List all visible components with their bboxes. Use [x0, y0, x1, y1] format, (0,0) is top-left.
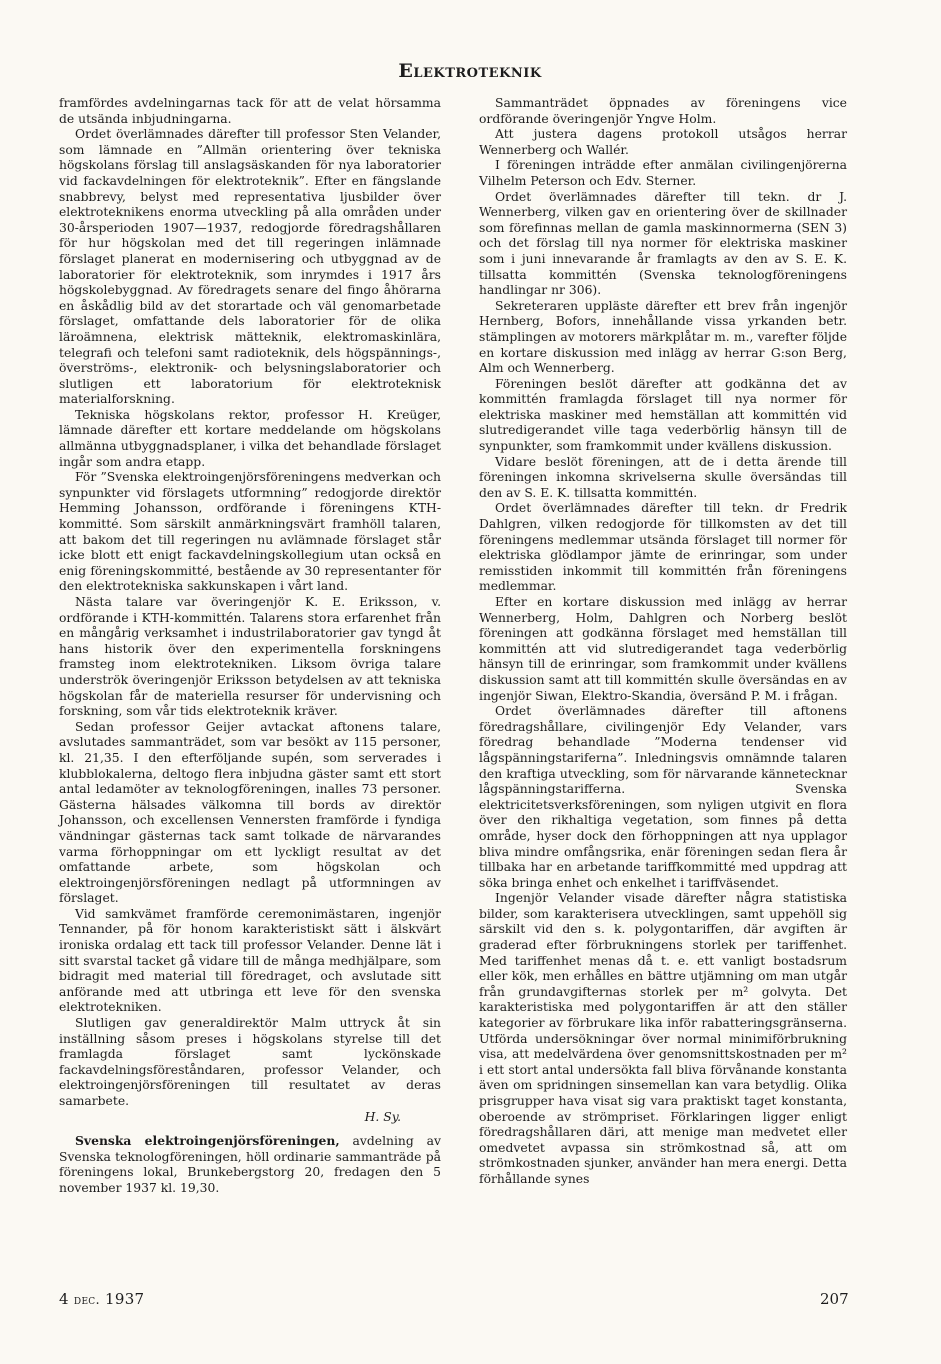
signature: H. Sy.: [364, 1109, 401, 1124]
left-column: [59, 96, 441, 1197]
right-column: [479, 96, 847, 1188]
issue-year: 1937: [105, 1290, 145, 1308]
paragraph: Efter en kortare diskussion med inlägg av herrar Wennerberg, Holm, Dahlgren och Norberg beslöt föreningen att godkänna förslaget med hemställan till kommittén att vid slutredigerandet taga vederbörlig hänsyn till de erinringar, som framkommit under kvällens diskussion samt att till kommittén skulle översändas en av ingenjör Siwan, Elektro-Skandia, översänd P. M. i frågan.: [479, 595, 847, 703]
page-header-title: Elektroteknik: [398, 60, 542, 82]
issue-date: [59, 1290, 144, 1308]
paragraph: Sammanträdet öppnades av föreningens vice ordförande överingenjör Yngve Holm.: [479, 96, 847, 126]
paragraph-text: avdelning av Svenska teknologföreningen, höll ordinarie sammanträde på föreningens lokal, Brunkebergstorg 20, fredagen den 5 november 1937 kl. 19,30.: [59, 1134, 441, 1195]
paragraph: Sedan professor Geijer avtackat aftonens talare, avslutades sammanträdet, som var besökt av 115 personer, kl. 21,35. I den efterföljande supén, som serverades i klubblokalerna, deltogo flera inbjudna gäster samt ett stort antal ledamöter av teknologföreningen, inalles 73 personer. Gästerna hälsades välkomna till bords av direktör Johansson, och excellensen Vennersten framförde i fyndiga vändningar gästernas tack samt tolkade de närvarandes varma förhoppningar om ett lyckligt resultat av det omfattande arbete, som högskolan och elektroingenjörsföreningen nedlagt på utformningen av förslaget.: [59, 719, 441, 906]
page-number: 207: [820, 1290, 849, 1308]
association-name: Svenska elektroingenjörsföreningen,: [75, 1133, 340, 1149]
paragraph: Vidare beslöt föreningen, att de i detta ärende till föreningen inkomna skrivelserna skulle översändas till den av S. E. K. tillsatta kommittén.: [479, 454, 847, 500]
paragraph: framfördes avdelningarnas tack för att de velat hörsamma de utsända inbjudningarna.: [59, 96, 441, 126]
paragraph: Tekniska högskolans rektor, professor H. Kreüger, lämnade därefter ett kortare meddelande om högskolans allmänna utbyggnadsplaner, i vilka det behandlade förslaget ingår som andra etapp.: [59, 407, 441, 469]
issue-month: dec.: [73, 1293, 100, 1308]
issue-day: 4: [59, 1290, 69, 1308]
paragraph: Sekreteraren uppläste därefter ett brev från ingenjör Hernberg, Bofors, innehållande vissa yrkanden betr. stämplingen av motorers märkplåtar m. m., varefter följde en kortare diskussion med inlägg av herrar G:son Berg, Alm och Wennerberg.: [479, 298, 847, 376]
paragraph: Ordet överlämnades därefter till aftonens föredragshållare, civilingenjör Edy Velander, vars föredrag behandlade ”Moderna tendenser vid lågspänningstariferna”. Inledningsvis omnämnde talaren den kraftiga utveckling, som för närvarande kännetecknar lågspänningstarifferna. Svenska elektricitetsverksföreningen, som nyligen utgivit en flora över den rikhaltiga vegetation, som finnes på detta område, hyser dock den förhoppningen att nya upplagor bliva mindre omfångsrika, enär föreningen sedan flera år tillbaka har en arbetande tariffkommitté med uppdrag att söka bringa enhet och enkelhet i tariffväsendet.: [479, 704, 847, 890]
paragraph: Ordet överlämnades därefter till tekn. dr J. Wennerberg, vilken gav en orientering över de skillnader som förefinnas mellan de gamla maskinnormerna (SEN 3) och det förslag till nya normer för elektriska maskiner som i juni innevarande år framlagts av den av S. E. K. tillsatta kommittén (Svenska teknologföreningens handlingar nr 306).: [479, 189, 847, 298]
paragraph: Föreningen beslöt därefter att godkänna det av kommittén framlagda förslaget till nya normer för elektriska maskiner med hemställan att kommittén vid slutredigerandet ville taga vederbörlig hänsyn till de synpunkter, som framkommit under kvällens diskussion.: [479, 376, 847, 454]
paragraph-meeting-intro: [59, 1133, 441, 1196]
paragraph: I föreningen inträdde efter anmälan civilingenjörerna Vilhelm Peterson och Edv. Sterner.: [479, 158, 847, 188]
paragraph: Nästa talare var överingenjör K. E. Eriksson, v. ordförande i KTH-kommittén. Talarens stora erfarenhet från en mångårig verksamhet i industrilaboratorier gav tyngd åt hans historik över den experimentella forskningens framsteg inom elektrotekniken. Liksom övriga talare underströk överingenjör Eriksson betydelsen av att tekniska högskolan får de materiella resurser för undervisning och forskning, som vår tids elektroteknik kräver.: [59, 595, 441, 719]
paragraph: Ingenjör Velander visade därefter några statistiska bilder, som karakterisera utvecklingen, samt uppehöll sig särskilt vid den s. k. polygontariffen, där avgiften är graderad efter förbrukningens storlek per tariffenhet. Med tariffenhet menas då t. e. ett vanligt bostadsrum eller kök, men erhålles en bättre utjämning om man utgår från grundavgifternas storlek per m² golvyta. Det karakteristiska med polygontariffen är att den ställer kategorier av förbrukare lika inför rabatteringsgränserna. Utförda undersökningar över normal minimiförbrukning visa, att medelvärdena över genomsnittskostnaden per m² i ett stort antal undersökta fall bliva förvånande konstanta även om spridningen sinsemellan kan vara betydlig. Olika prisgrupper hava visat sig vara praktiskt taget konstanta, oberoende av strömpriset. Förklaringen ligger enligt föredragshållaren däri, att menige man medvetet eller omedvetet avpassa sin strömkostnad så, att om strömkostnaden sjunker, använder han mera energi. Detta förhållande synes: [479, 891, 847, 1186]
paragraph: Ordet överlämnades därefter till tekn. dr Fredrik Dahlgren, vilken redogjorde för tillkomsten av det till föreningens medlemmar utsända förslaget till normer för elektriska glödlampor jämte de erinringar, som under remisstiden inkommit till kommittén från föreningens medlemmar.: [479, 501, 847, 594]
paragraph: Slutligen gav generaldirektör Malm uttryck åt sin inställning såsom preses i högskolans styrelse till det framlagda förslaget samt lyckönskade fackavdelningsföreståndaren, professor Velander, och elektroingenjörsföreningen till resultatet av deras samarbete.: [59, 1016, 441, 1108]
paragraph: Att justera dagens protokoll utsågos herrar Wennerberg och Wallér.: [479, 127, 847, 157]
paragraph: Vid samkvämet framförde ceremonimästaren, ingenjör Tennander, på för honom karakteristiskt sätt i älskvärt ironiska ordalag ett tack till professor Velander. Denne lät i sitt svarstal tacket gå vidare till de många medhjälpare, som bidragit med material till föredraget, och avslutade sitt anförande med att utbringa ett leve för den svenska elektrotekniken.: [59, 906, 441, 1015]
paragraph: För ”Svenska elektroingenjörsföreningens medverkan och synpunkter vid förslagets utformning” redogjorde direktör Hemming Johansson, ordförande i föreningens KTH-kommitté. Som särskilt anmärkningsvärt framhöll talaren, att bakom det till regeringen nu avlämnade förslaget står icke blott ett enigt fackavdelningskollegium utan också en enig föreningskommitté, bestående av 30 representanter för den elektrotekniska sakkunskapen i vårt land.: [59, 470, 441, 594]
paragraph: Ordet överlämnades därefter till professor Sten Velander, som lämnade en ”Allmän orientering över tekniska högskolans förslag till anslagsäskanden för nya laboratorier vid fackavdelningen för elektroteknik”. Efter en fängslande snabbrevy, belyst med representativa ljusbilder över elektroteknikens enorma utveckling på alla områden under 30-årsperioden 1907—1937, redogjorde föredragshållaren för hur högskolan med det till regeringen inlämnade förslaget planerat en modernisering och utbyggnad av de laboratorier för elektroteknik, som inrymdes i 1917 års högskolebyggnad. Av föredragets senare del fingo åhörarna en åskådlig bild av det storartade och väl genomarbetade förslaget, omfattande dels laboratorier för de olika läroämnena, elektrisk mätteknik, elektromaskinlära, telegrafi och telefoni samt radioteknik, dels högspännings-, överströms-, elektronik- och belysningslaboratorier och slutligen ett laboratorium för elektroteknisk materialforskning.: [59, 127, 441, 407]
